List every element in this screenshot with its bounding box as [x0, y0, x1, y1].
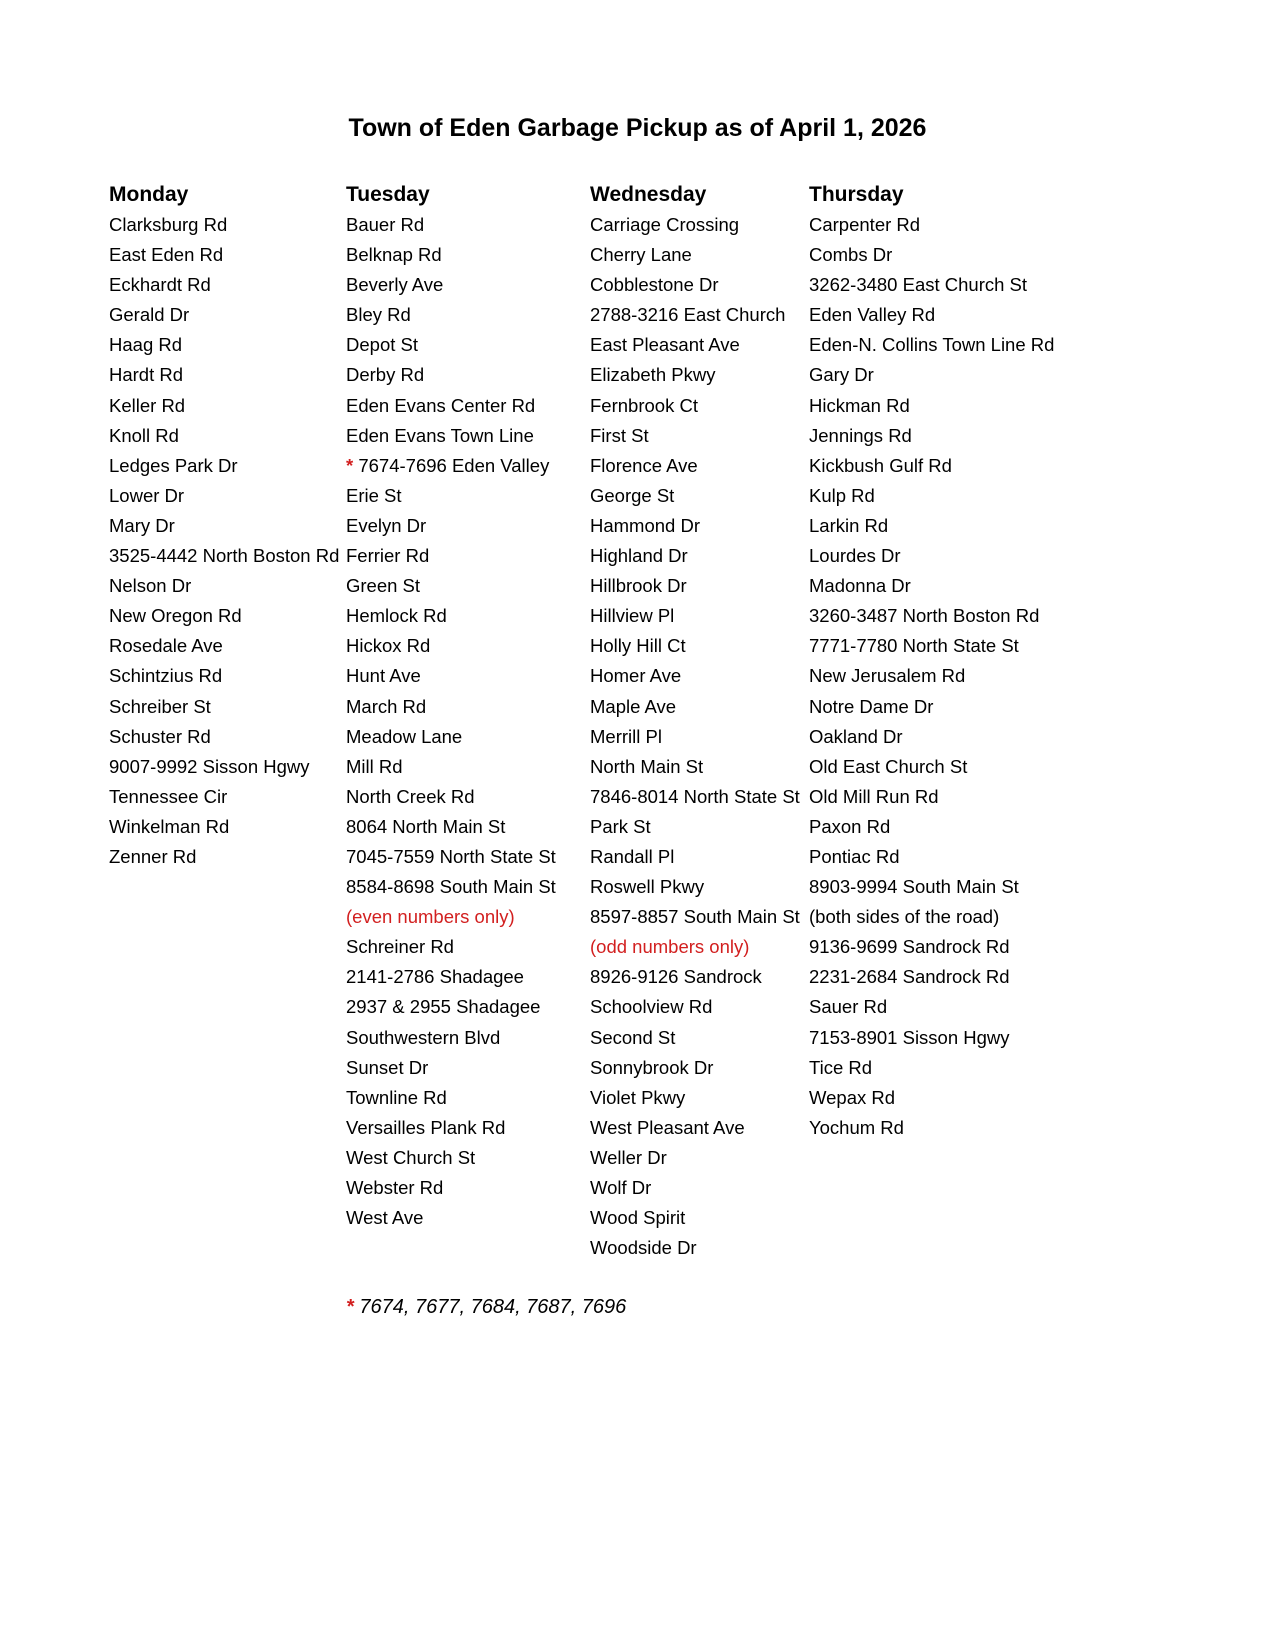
- street-item: [590, 692, 800, 722]
- street-name: 9007-9992 Sisson Hgwy: [109, 755, 310, 777]
- street-name: Weller Dr: [590, 1146, 667, 1168]
- street-name: Merrill Pl: [590, 725, 662, 747]
- street-item: [809, 1053, 1054, 1083]
- street-item: [346, 1143, 556, 1173]
- street-item: [346, 391, 556, 421]
- street-item: [809, 631, 1054, 661]
- street-item: [346, 240, 556, 270]
- street-name: Eckhardt Rd: [109, 274, 211, 296]
- street-item: [590, 330, 800, 360]
- street-name: Green St: [346, 575, 421, 597]
- street-name: (odd numbers only): [590, 936, 750, 958]
- street-name: Haag Rd: [109, 334, 183, 356]
- street-name: Tennessee Cir: [109, 785, 228, 807]
- street-name: 3525-4442 North Boston Rd: [109, 545, 340, 567]
- street-name: Southwestern Blvd: [346, 1026, 501, 1048]
- street-name: Schintzius Rd: [109, 665, 223, 687]
- street-name: Madonna Dr: [809, 575, 911, 597]
- street-name: Eden Valley Rd: [809, 304, 936, 326]
- street-name: 8903-9994 South Main St: [809, 876, 1019, 898]
- street-name: North Creek Rd: [346, 785, 475, 807]
- street-item: [109, 601, 339, 631]
- street-name: March Rd: [346, 695, 427, 717]
- street-item: [809, 270, 1054, 300]
- street-item: [109, 541, 339, 571]
- wednesday-street-list: [590, 210, 800, 1263]
- street-name: Knoll Rd: [109, 424, 179, 446]
- street-name: Gerald Dr: [109, 304, 190, 326]
- street-item: [346, 752, 556, 782]
- street-name: Hillbrook Dr: [590, 575, 687, 597]
- street-name: Hardt Rd: [109, 364, 184, 386]
- street-name: 7771-7780 North State St: [809, 635, 1019, 657]
- street-name: Mill Rd: [346, 755, 403, 777]
- street-item: [346, 812, 556, 842]
- street-name: Hammond Dr: [590, 514, 700, 536]
- street-name: Erie St: [346, 484, 402, 506]
- street-name: Second St: [590, 1026, 676, 1048]
- street-name: Randall Pl: [590, 845, 675, 867]
- street-item: [346, 992, 556, 1022]
- street-item: [590, 240, 800, 270]
- street-name: Fernbrook Ct: [590, 394, 698, 416]
- street-name: Lower Dr: [109, 484, 185, 506]
- street-item: [109, 481, 339, 511]
- street-item: [346, 451, 556, 481]
- street-name: Holly Hill Ct: [590, 635, 686, 657]
- street-name: Tice Rd: [809, 1056, 873, 1078]
- street-item: [346, 571, 556, 601]
- street-name: 2231-2684 Sandrock Rd: [809, 966, 1010, 988]
- street-item: [109, 631, 339, 661]
- tuesday-street-list: [346, 210, 556, 1233]
- street-item: [809, 932, 1054, 962]
- street-item: [809, 451, 1054, 481]
- street-name: Woodside Dr: [590, 1237, 697, 1259]
- street-name: (even numbers only): [346, 906, 515, 928]
- street-item: [590, 962, 800, 992]
- street-item: [346, 842, 556, 872]
- street-item: [590, 661, 800, 691]
- street-item: [590, 631, 800, 661]
- street-item: [590, 1203, 800, 1233]
- street-name: 8064 North Main St: [346, 815, 506, 837]
- street-item: [590, 992, 800, 1022]
- street-name: Ledges Park Dr: [109, 454, 238, 476]
- street-item: [590, 481, 800, 511]
- street-name: Derby Rd: [346, 364, 425, 386]
- thursday-street-list: [809, 210, 1054, 1143]
- street-item: [590, 782, 800, 812]
- street-name: Carriage Crossing: [590, 214, 740, 235]
- street-item: [346, 210, 556, 240]
- street-item: [809, 812, 1054, 842]
- street-name: 2937 & 2955 Shadagee: [346, 996, 541, 1018]
- footnote-text: 7674, 7677, 7684, 7687, 7696: [359, 1296, 627, 1318]
- street-name: Schuster Rd: [109, 725, 211, 747]
- street-item: [346, 1023, 556, 1053]
- street-name: Notre Dame Dr: [809, 695, 934, 717]
- street-item: [590, 872, 800, 902]
- street-item: [809, 300, 1054, 330]
- street-name: East Eden Rd: [109, 244, 224, 266]
- street-item: [109, 812, 339, 842]
- street-item: [109, 421, 339, 451]
- street-name: 2141-2786 Shadagee: [346, 966, 524, 988]
- street-name: Bley Rd: [346, 304, 411, 326]
- street-item: [809, 421, 1054, 451]
- street-name: Pontiac Rd: [809, 845, 900, 867]
- street-name: Schreiner Rd: [346, 936, 454, 958]
- street-item: [346, 360, 556, 390]
- street-item: [809, 782, 1054, 812]
- street-item: [346, 661, 556, 691]
- street-name: 8926-9126 Sandrock: [590, 966, 762, 988]
- street-name: Park St: [590, 815, 651, 837]
- street-name: Lourdes Dr: [809, 545, 901, 567]
- street-name: Roswell Pkwy: [590, 876, 705, 898]
- street-item: [809, 692, 1054, 722]
- street-name: Schreiber St: [109, 695, 211, 717]
- street-item: [809, 481, 1054, 511]
- street-item: [809, 902, 1054, 932]
- street-item: [346, 932, 556, 962]
- street-name: 3260-3487 North Boston Rd: [809, 605, 1040, 627]
- thursday-column: [809, 180, 1054, 1143]
- street-item: [346, 541, 556, 571]
- street-name: Elizabeth Pkwy: [590, 364, 716, 386]
- street-item: [809, 842, 1054, 872]
- street-item: [346, 1113, 556, 1143]
- street-name: Larkin Rd: [809, 514, 889, 536]
- street-item: [590, 391, 800, 421]
- street-name: Belknap Rd: [346, 244, 442, 266]
- street-name: 8584-8698 South Main St: [346, 876, 556, 898]
- street-item: [109, 782, 339, 812]
- street-item: [109, 391, 339, 421]
- street-name: Old Mill Run Rd: [809, 785, 939, 807]
- street-name: Hickman Rd: [809, 394, 910, 416]
- street-name: Hunt Ave: [346, 665, 421, 687]
- street-name: 7674-7696 Eden Valley: [358, 454, 550, 476]
- street-item: [346, 481, 556, 511]
- street-name: 2788-3216 East Church: [590, 304, 786, 326]
- street-item: [346, 782, 556, 812]
- street-name: Depot St: [346, 334, 418, 356]
- street-name: Wolf Dr: [590, 1177, 652, 1198]
- street-item: [590, 571, 800, 601]
- asterisk-marker: *: [346, 454, 354, 476]
- street-item: [809, 992, 1054, 1022]
- street-item: [809, 722, 1054, 752]
- street-name: First St: [590, 424, 649, 446]
- street-name: Versailles Plank Rd: [346, 1116, 506, 1138]
- street-item: [590, 902, 800, 932]
- street-item: [109, 842, 339, 872]
- street-item: [590, 210, 800, 240]
- street-name: 7045-7559 North State St: [346, 845, 556, 867]
- street-item: [109, 240, 339, 270]
- street-name: West Ave: [346, 1207, 424, 1229]
- street-item: [346, 1083, 556, 1113]
- street-item: [590, 541, 800, 571]
- street-item: [346, 631, 556, 661]
- street-item: [346, 1053, 556, 1083]
- street-name: Winkelman Rd: [109, 815, 230, 837]
- street-name: Kulp Rd: [809, 484, 875, 506]
- street-item: [346, 300, 556, 330]
- wednesday-header: Wednesday: [590, 183, 707, 206]
- street-name: Mary Dr: [109, 514, 175, 536]
- street-name: Paxon Rd: [809, 815, 891, 837]
- street-name: Bauer Rd: [346, 214, 425, 235]
- street-name: 8597-8857 South Main St: [590, 906, 800, 928]
- street-name: Keller Rd: [109, 394, 186, 416]
- street-item: [590, 451, 800, 481]
- street-item: [590, 1023, 800, 1053]
- tuesday-header: Tuesday: [346, 183, 430, 206]
- street-item: [809, 1023, 1054, 1053]
- street-item: [590, 300, 800, 330]
- street-name: Violet Pkwy: [590, 1086, 686, 1108]
- tuesday-column: [346, 180, 556, 1233]
- street-item: [109, 752, 339, 782]
- street-name: West Pleasant Ave: [590, 1116, 745, 1138]
- street-name: Maple Ave: [590, 695, 677, 717]
- street-item: [346, 421, 556, 451]
- monday-column: [109, 180, 339, 872]
- street-name: West Church St: [346, 1146, 476, 1168]
- street-name: Cobblestone Dr: [590, 274, 719, 296]
- street-item: [590, 1053, 800, 1083]
- thursday-header: Thursday: [809, 183, 904, 206]
- page-title: Town of Eden Garbage Pickup as of April 1, 2026: [348, 114, 927, 142]
- street-item: [590, 1083, 800, 1113]
- street-name: Old East Church St: [809, 755, 968, 777]
- street-item: [809, 1083, 1054, 1113]
- street-item: [346, 601, 556, 631]
- street-name: 7153-8901 Sisson Hgwy: [809, 1026, 1010, 1048]
- street-name: Ferrier Rd: [346, 545, 430, 567]
- street-item: [346, 270, 556, 300]
- street-note: [590, 932, 800, 962]
- street-item: [809, 541, 1054, 571]
- monday-header: Monday: [109, 183, 189, 206]
- street-item: [346, 511, 556, 541]
- street-name: Zenner Rd: [109, 845, 197, 867]
- street-item: [809, 872, 1054, 902]
- street-name: Homer Ave: [590, 665, 682, 687]
- monday-street-list: [109, 210, 339, 872]
- street-item: [109, 571, 339, 601]
- street-item: [590, 1233, 800, 1263]
- street-item: [809, 1113, 1054, 1143]
- footnote: [346, 1292, 626, 1322]
- street-item: [109, 360, 339, 390]
- street-item: [346, 1173, 556, 1203]
- street-name: East Pleasant Ave: [590, 334, 740, 356]
- street-name: Eden Evans Town Line: [346, 424, 534, 446]
- street-name: Wood Spirit: [590, 1207, 686, 1229]
- street-item: [809, 962, 1054, 992]
- street-name: 7846-8014 North State St: [590, 785, 800, 807]
- street-name: Yochum Rd: [809, 1116, 904, 1138]
- street-item: [590, 511, 800, 541]
- street-name: George St: [590, 484, 675, 506]
- street-name: Highland Dr: [590, 545, 688, 567]
- street-item: [809, 661, 1054, 691]
- street-item: [809, 360, 1054, 390]
- street-name: Sauer Rd: [809, 996, 888, 1018]
- street-item: [109, 692, 339, 722]
- street-note: [346, 902, 556, 932]
- street-item: [346, 692, 556, 722]
- street-item: [346, 722, 556, 752]
- street-name: Sunset Dr: [346, 1056, 429, 1078]
- street-name: Oakland Dr: [809, 725, 903, 747]
- street-name: (both sides of the road): [809, 906, 1000, 928]
- street-item: [346, 1203, 556, 1233]
- street-name: Carpenter Rd: [809, 214, 921, 235]
- street-name: Cherry Lane: [590, 244, 692, 266]
- street-name: Hemlock Rd: [346, 605, 447, 627]
- street-item: [346, 962, 556, 992]
- street-item: [346, 872, 556, 902]
- street-name: Hickox Rd: [346, 635, 431, 657]
- street-name: Hillview Pl: [590, 605, 675, 627]
- street-item: [590, 1173, 800, 1203]
- street-name: Beverly Ave: [346, 274, 444, 296]
- street-item: [590, 752, 800, 782]
- street-item: [809, 601, 1054, 631]
- street-item: [109, 300, 339, 330]
- street-item: [590, 1143, 800, 1173]
- street-name: Gary Dr: [809, 364, 874, 386]
- street-name: New Jerusalem Rd: [809, 665, 966, 687]
- street-item: [590, 601, 800, 631]
- street-item: [109, 451, 339, 481]
- street-item: [346, 330, 556, 360]
- street-name: Webster Rd: [346, 1177, 444, 1198]
- street-item: [809, 240, 1054, 270]
- street-name: Nelson Dr: [109, 575, 192, 597]
- street-name: Jennings Rd: [809, 424, 912, 446]
- street-item: [809, 752, 1054, 782]
- street-item: [809, 330, 1054, 360]
- street-name: North Main St: [590, 755, 704, 777]
- street-name: Kickbush Gulf Rd: [809, 454, 952, 476]
- street-name: Eden Evans Center Rd: [346, 394, 536, 416]
- street-item: [590, 270, 800, 300]
- street-item: [590, 722, 800, 752]
- street-name: Clarksburg Rd: [109, 214, 228, 235]
- street-item: [809, 571, 1054, 601]
- street-name: Rosedale Ave: [109, 635, 223, 657]
- street-item: [809, 511, 1054, 541]
- street-name: 3262-3480 East Church St: [809, 274, 1028, 296]
- street-name: Meadow Lane: [346, 725, 463, 747]
- street-item: [809, 391, 1054, 421]
- street-name: Sonnybrook Dr: [590, 1056, 714, 1078]
- wednesday-column: [590, 180, 800, 1263]
- street-item: [590, 842, 800, 872]
- street-name: 9136-9699 Sandrock Rd: [809, 936, 1010, 958]
- street-item: [109, 511, 339, 541]
- street-name: Evelyn Dr: [346, 514, 427, 536]
- street-item: [590, 421, 800, 451]
- street-item: [590, 1113, 800, 1143]
- street-item: [809, 210, 1054, 240]
- street-name: New Oregon Rd: [109, 605, 242, 627]
- street-name: Florence Ave: [590, 454, 698, 476]
- street-item: [109, 722, 339, 752]
- street-item: [590, 812, 800, 842]
- street-item: [109, 661, 339, 691]
- street-name: Wepax Rd: [809, 1086, 896, 1108]
- street-name: Schoolview Rd: [590, 996, 713, 1018]
- street-item: [109, 210, 339, 240]
- footnote-asterisk: *: [346, 1296, 354, 1318]
- street-name: Eden-N. Collins Town Line Rd: [809, 334, 1055, 356]
- street-item: [109, 270, 339, 300]
- street-item: [109, 330, 339, 360]
- street-name: Combs Dr: [809, 244, 893, 266]
- street-item: [590, 360, 800, 390]
- street-name: Townline Rd: [346, 1086, 447, 1108]
